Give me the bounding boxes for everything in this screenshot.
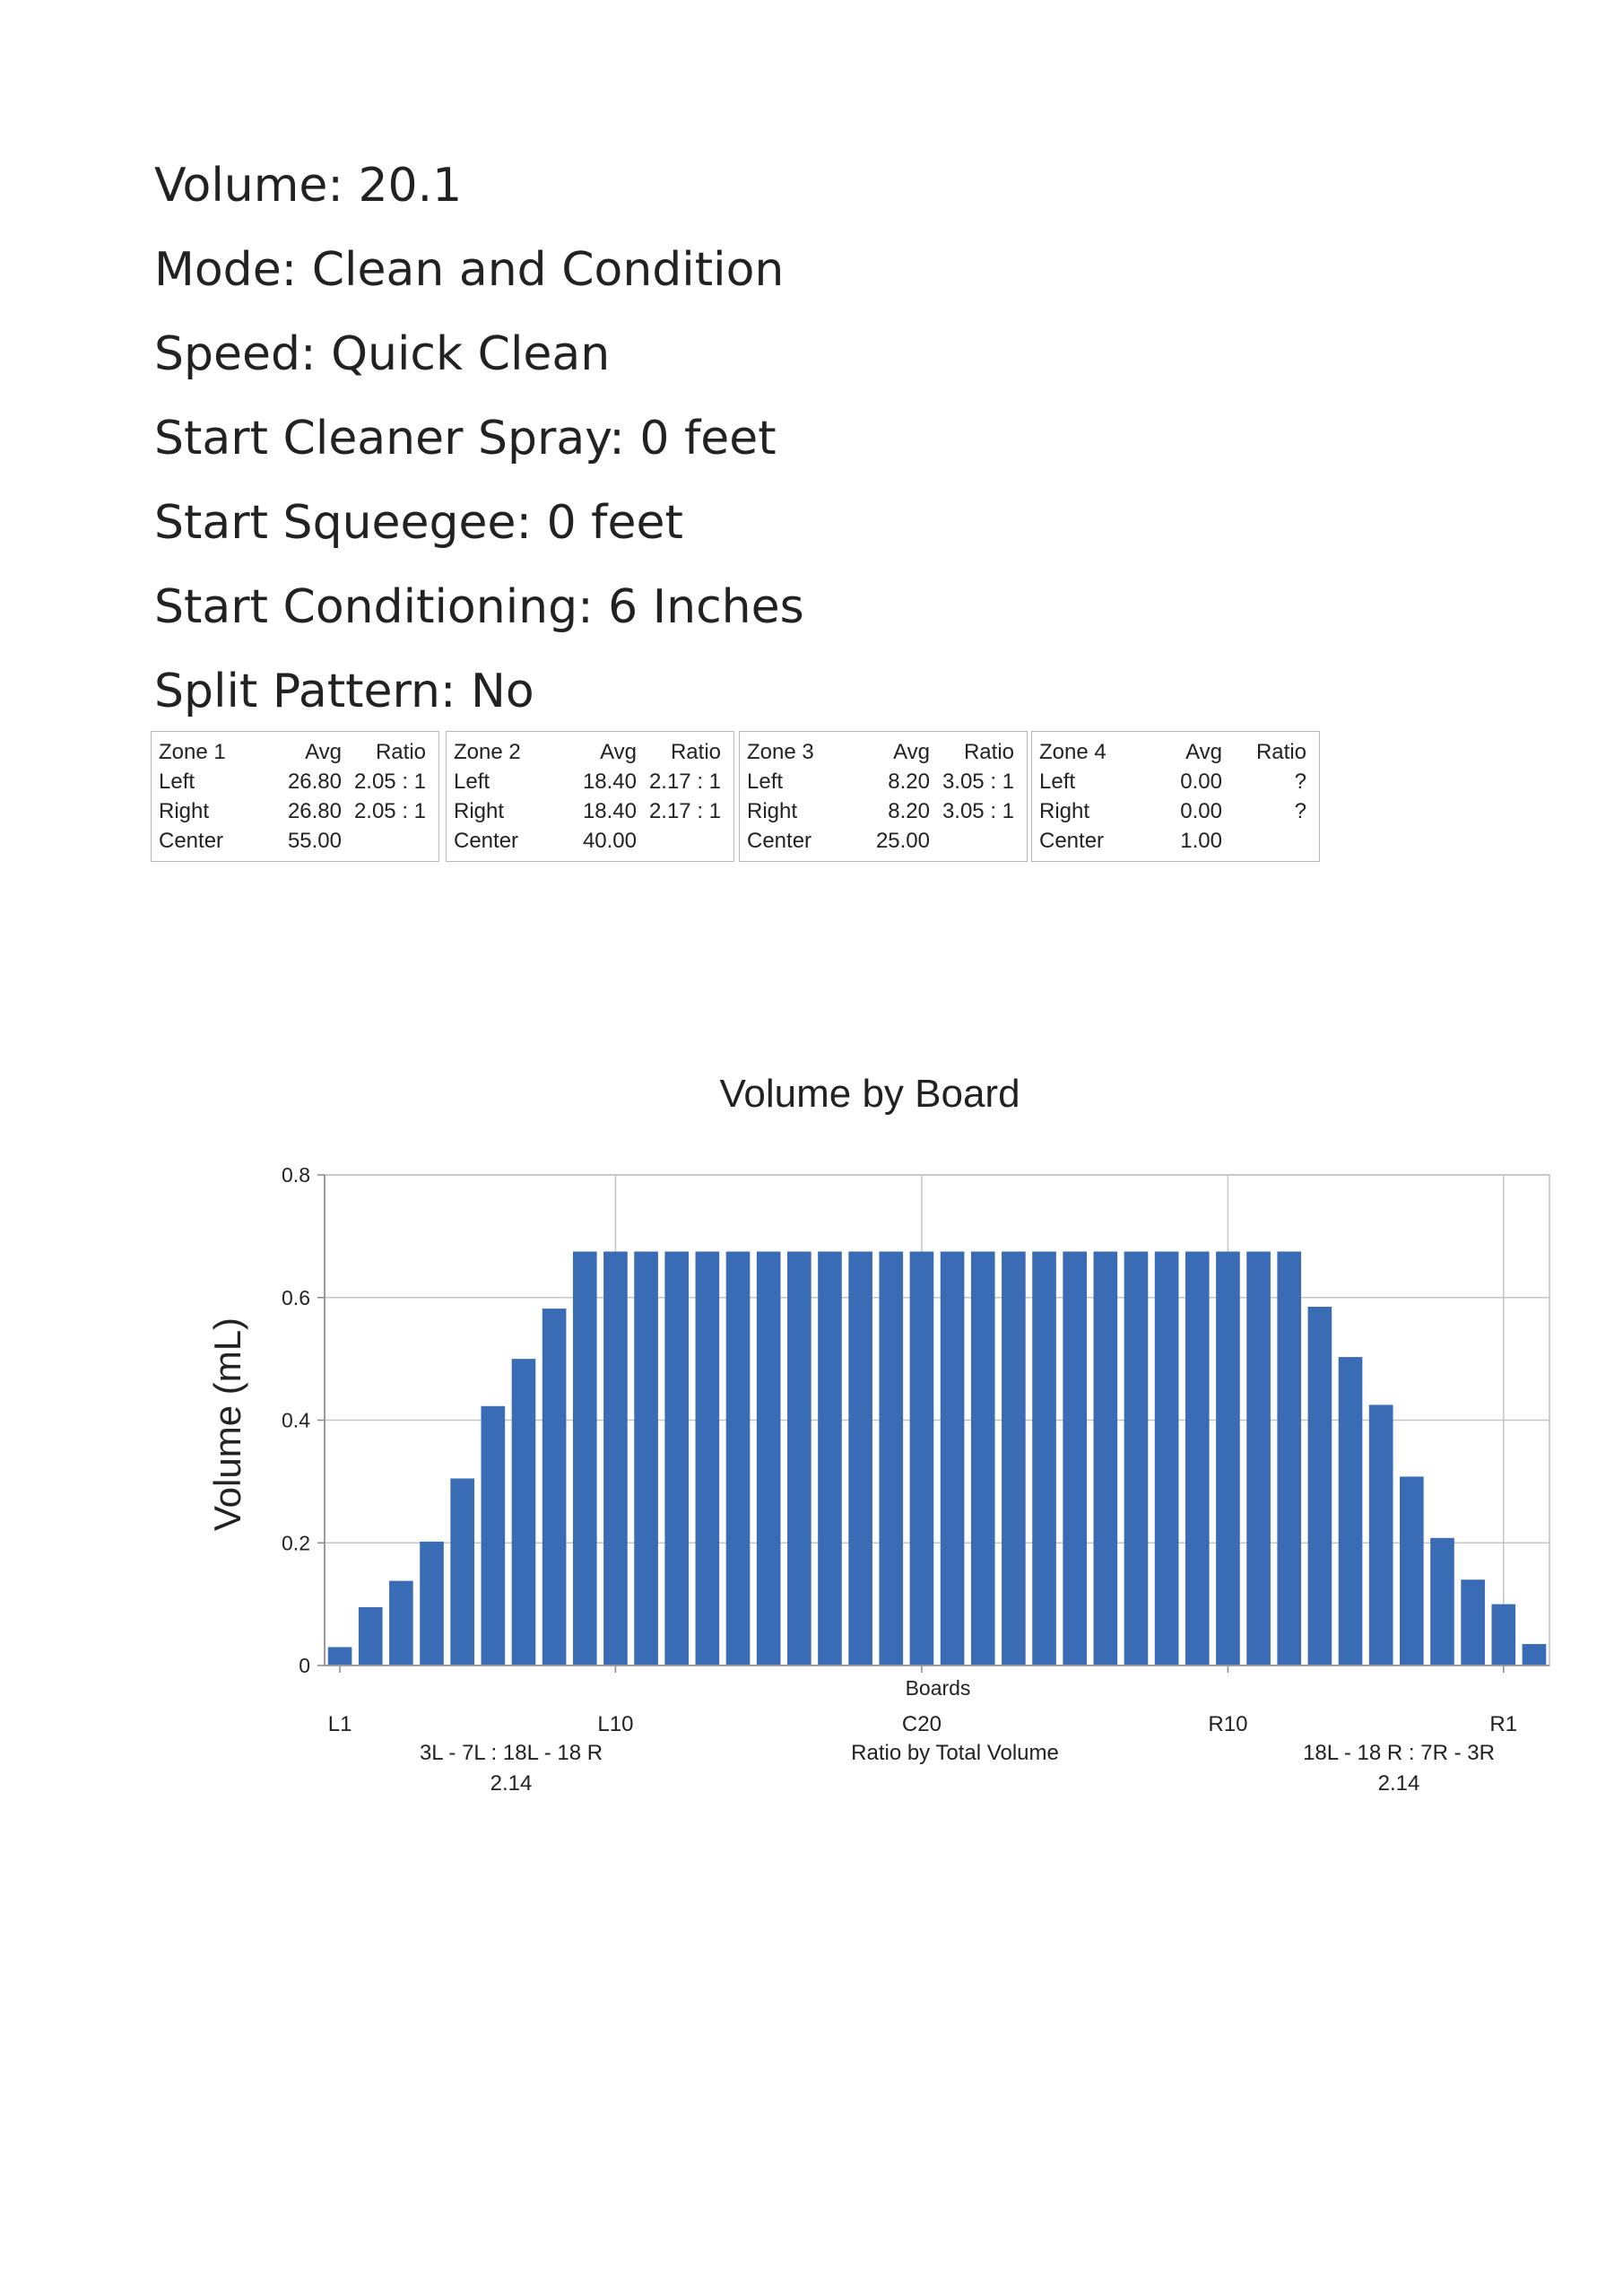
bar-L17	[818, 1251, 842, 1665]
zone-row-label: Right	[454, 799, 505, 823]
bar-R1	[1491, 1605, 1515, 1665]
bar-L9	[573, 1251, 597, 1665]
setting-line	[154, 649, 804, 734]
x-tick-label: R10	[1208, 1712, 1248, 1736]
setting-label: Start Conditioning:	[154, 580, 594, 634]
bar-R3	[1430, 1538, 1454, 1665]
bar-L2	[359, 1607, 383, 1665]
setting-label: Speed:	[154, 327, 317, 381]
setting-value: Quick Clean	[331, 327, 611, 381]
setting-value: 20.1	[358, 159, 463, 213]
x-tick-label: R1	[1489, 1712, 1518, 1736]
zone-row	[740, 826, 1027, 856]
zone-row	[447, 796, 733, 826]
bar-R4	[1400, 1476, 1424, 1665]
zone-table	[446, 731, 734, 862]
setting-line	[154, 481, 804, 565]
bar-L14	[726, 1251, 751, 1665]
zone-row-avg: 0.00	[1180, 799, 1222, 823]
y-axis-label: Volume (mL)	[206, 1317, 248, 1532]
bar-b39	[1523, 1644, 1547, 1665]
bar-L15	[757, 1251, 781, 1665]
zone-row-avg: 1.00	[1180, 829, 1222, 853]
x-axis-label: Boards	[905, 1676, 971, 1700]
bar-L18	[848, 1251, 872, 1665]
bar-L7	[512, 1359, 536, 1665]
zone-row-label: Center	[454, 829, 519, 853]
zone-row-label: Right	[159, 799, 210, 823]
bar-L19	[879, 1251, 903, 1665]
bar-L8	[542, 1309, 567, 1665]
setting-line	[154, 312, 804, 396]
x-tick-label: L1	[327, 1712, 352, 1736]
zone-row-ratio: 3.05 : 1	[942, 770, 1014, 794]
bar-L3	[389, 1581, 413, 1665]
zone-row-ratio: ?	[1294, 770, 1306, 794]
zone-name: Zone 4	[1039, 740, 1107, 764]
zone-row-ratio: 2.05 : 1	[353, 770, 426, 794]
zone-avg-header: Avg	[1185, 740, 1222, 764]
bar-R14	[1094, 1251, 1118, 1665]
bar-L10	[603, 1251, 628, 1665]
zone-avg-header: Avg	[600, 740, 637, 764]
zone-row	[152, 796, 438, 826]
bar-R11	[1185, 1251, 1210, 1665]
setting-label: Mode:	[154, 243, 298, 297]
zone-row-label: Left	[454, 770, 490, 794]
y-tick-label: 0.2	[282, 1531, 310, 1555]
bar-L12	[664, 1251, 689, 1665]
center-ratio-label: Ratio by Total Volume	[851, 1741, 1059, 1765]
zone-row-label: Left	[747, 770, 784, 794]
bar-C20	[910, 1251, 934, 1665]
bar-R9	[1246, 1251, 1271, 1665]
zone-row-label: Center	[747, 829, 812, 853]
zone-row-avg: 40.00	[582, 829, 637, 853]
zone-row-label: Center	[1039, 829, 1105, 853]
zone-name: Zone 1	[159, 740, 226, 764]
y-tick-label: 0.8	[282, 1163, 310, 1187]
zone-row-ratio: 2.17 : 1	[648, 799, 721, 823]
bar-R5	[1369, 1405, 1393, 1665]
bar-L6	[482, 1406, 506, 1665]
zone-row	[740, 796, 1027, 826]
zone-row-label: Right	[1039, 799, 1090, 823]
bar-R6	[1339, 1357, 1363, 1665]
setting-line	[154, 396, 804, 481]
zone-row-avg: 18.40	[582, 770, 637, 794]
bar-R12	[1155, 1251, 1179, 1665]
zone-ratio-header: Ratio	[375, 740, 426, 764]
bar-R10	[1216, 1251, 1240, 1665]
setting-value: No	[470, 665, 534, 718]
bar-L4	[420, 1542, 444, 1665]
volume-by-board-chart	[0, 1058, 1623, 1866]
zone-row-label: Left	[159, 770, 195, 794]
zone-row-label: Left	[1039, 770, 1076, 794]
zone-row	[447, 826, 733, 856]
zone-row	[1032, 767, 1319, 796]
setting-label: Split Pattern:	[154, 665, 456, 718]
bar-L16	[787, 1251, 812, 1665]
bar-L5	[450, 1478, 474, 1665]
bar-R16	[1032, 1251, 1056, 1665]
zone-ratio-header: Ratio	[1255, 740, 1306, 764]
bar-R2	[1461, 1579, 1485, 1665]
settings-list	[154, 144, 804, 734]
x-tick-label: L10	[597, 1712, 634, 1736]
bar-R8	[1277, 1251, 1301, 1665]
chart-grid	[325, 1175, 1549, 1665]
right-ratio-label: 18L - 18 R : 7R - 3R	[1303, 1741, 1495, 1765]
zone-row-avg: 25.00	[875, 829, 930, 853]
zone-header-row	[152, 737, 438, 767]
zone-ratio-header: Ratio	[670, 740, 721, 764]
setting-value: 0 feet	[639, 412, 777, 465]
zone-table	[1031, 731, 1320, 862]
zone-table	[151, 731, 439, 862]
zone-row-label: Right	[747, 799, 798, 823]
zone-header-row	[740, 737, 1027, 767]
zone-row-avg: 26.80	[287, 799, 342, 823]
zone-row-avg: 8.20	[888, 799, 930, 823]
right-ratio-value: 2.14	[1377, 1771, 1420, 1796]
bar-L11	[634, 1251, 658, 1665]
zone-name: Zone 2	[454, 740, 521, 764]
chart-title: Volume by Board	[719, 1072, 1020, 1116]
zone-row	[152, 826, 438, 856]
zone-name: Zone 3	[747, 740, 814, 764]
x-tick-label: C20	[901, 1712, 942, 1736]
zone-row	[152, 767, 438, 796]
setting-value: 0 feet	[546, 496, 683, 550]
setting-value: 6 Inches	[608, 580, 804, 634]
zone-row	[1032, 826, 1319, 856]
zone-row-ratio: 2.05 : 1	[353, 799, 426, 823]
y-tick-label: 0.6	[282, 1285, 310, 1309]
zone-row-label: Center	[159, 829, 224, 853]
y-tick-label: 0.4	[282, 1408, 310, 1432]
left-ratio-label: 3L - 7L : 18L - 18 R	[419, 1741, 603, 1765]
zone-row-ratio: ?	[1294, 799, 1306, 823]
bar-L13	[696, 1251, 720, 1665]
bar-L1	[328, 1647, 352, 1665]
zone-row-avg: 0.00	[1180, 770, 1222, 794]
setting-label: Start Squeegee:	[154, 496, 533, 550]
zone-ratio-header: Ratio	[963, 740, 1014, 764]
zone-avg-header: Avg	[893, 740, 930, 764]
setting-label: Start Cleaner Spray:	[154, 412, 625, 465]
zone-row-ratio: 3.05 : 1	[942, 799, 1014, 823]
left-ratio-value: 2.14	[490, 1771, 533, 1796]
zone-row-avg: 18.40	[582, 799, 637, 823]
zone-row-ratio: 2.17 : 1	[648, 770, 721, 794]
zone-row-avg: 8.20	[888, 770, 930, 794]
zone-header-row	[1032, 737, 1319, 767]
zone-row-avg: 26.80	[287, 770, 342, 794]
bar-R18	[971, 1251, 995, 1665]
chart-bars	[328, 1251, 1546, 1665]
setting-value: Clean and Condition	[311, 243, 785, 297]
zone-table	[739, 731, 1028, 862]
zone-row	[447, 767, 733, 796]
setting-label: Volume:	[154, 159, 343, 213]
bar-R7	[1308, 1307, 1332, 1665]
x-tick-labels	[328, 1712, 1517, 1736]
zone-row	[740, 767, 1027, 796]
setting-line	[154, 565, 804, 649]
zone-avg-header: Avg	[305, 740, 342, 764]
setting-line	[154, 228, 804, 312]
y-tick-label: 0	[299, 1654, 310, 1677]
zone-header-row	[447, 737, 733, 767]
zone-row	[1032, 796, 1319, 826]
bar-R15	[1063, 1251, 1087, 1665]
zone-row-avg: 55.00	[287, 829, 342, 853]
bar-R13	[1124, 1251, 1149, 1665]
bar-R19	[941, 1251, 965, 1665]
bar-R17	[1002, 1251, 1026, 1665]
setting-line	[154, 144, 804, 228]
